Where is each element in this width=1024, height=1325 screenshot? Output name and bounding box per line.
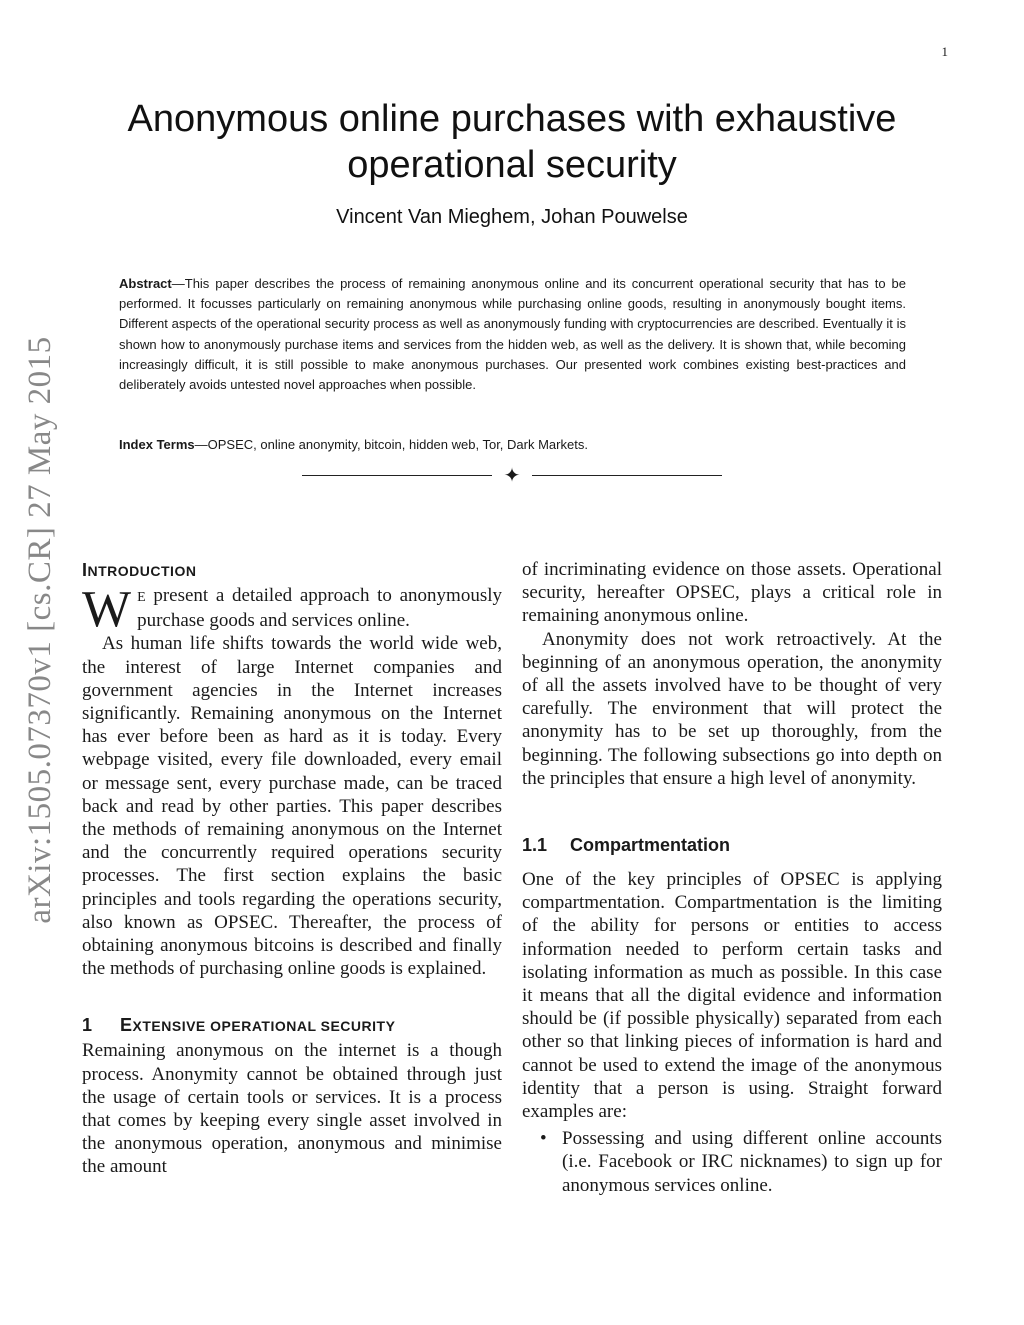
abstract-label: Abstract (119, 276, 172, 291)
right-column (522, 558, 942, 1197)
authors: Vincent Van Mieghem, Johan Pouwelse (336, 206, 688, 228)
subsection-1-1-paragraph: One of the key principles of OPSEC is applying compartmentation. Compartmentation is the limiting of the ability for persons or entities to access information needed to perform certain tasks and isolating information as much as possible. In this case it means that all the digital evidence and information should be (if possible physically) separated from each other so that linking pieces of information is hard and cannot be used to extend the image of the anonymous identity that a person is using. Straight forward examples are: (522, 869, 942, 1123)
introduction-paragraph-1 (82, 581, 502, 638)
section-1-number: 1 (82, 1015, 93, 1036)
index-terms-label: Index Terms (119, 437, 195, 452)
page-number: 1 (941, 44, 948, 59)
dropcap-letter: W (82, 581, 132, 638)
abstract-text: —This paper describes the process of remaining anonymous online and its concurrent operational security that has to be performed. It focusses particularly on remaining anonymous while purchasing online goods, resulting in anonymously bought items. Different aspects of the operational security process as well as anonymously funding with cryptocurrencies are described. Eventually it is shown how to anonymously purchase items and services from the hidden web, as well as the delivery. It is shown that, while becoming increasingly difficult, it is still possible to make anonymous purchases. Our presented work combines existing best-practices and deliberately avoids untested novel approaches when possible. (119, 276, 906, 393)
title-line-2: operational security (347, 144, 677, 186)
abstract (119, 274, 906, 395)
dropcap-small-letter: E (137, 590, 146, 605)
compartmentation-examples-list (522, 1127, 942, 1197)
divider-star-icon: ✦ (503, 465, 521, 487)
title-line-1: Anonymous online purchases with exhaustive (127, 98, 897, 140)
introduction-heading (82, 556, 502, 584)
section-1-heading (82, 1011, 502, 1039)
bullet-icon: • (540, 1128, 547, 1150)
arxiv-identifier-stamp: arXiv:1505.07370v1 [cs.CR] 27 May 2015 (22, 336, 58, 924)
divider-line-right (532, 475, 722, 476)
introduction-paragraph-2: As human life shifts towards the world wide web, the interest of large Internet companies and government agencies in the Internet increases significantly. Remaining anonymous on the Internet has ever before been as hard as it is today. Every webpage visited, every file downloaded, every email or message sent, every purchase made, can be traced back and read by other parties. This paper describes the methods of remaining anonymous on the Internet and the concurrently required operations security processes. The first section explains the basic principles and tools regarding the operations security, also known as OPSEC. Thereafter, the process of obtaining anonymous bitcoins is described and finally the methods of purchasing online goods is explained. (82, 633, 502, 980)
section-1-paragraph-2: Anonymity does not work retroactively. At the beginning of an anonymous operation, the anonymity of all the assets involved have to be thought of very carefully. The environment that will protect the anonymity has to be set up thoroughly, from the beginning. The following subsections go into depth on the principles that ensure a high level of anonymity. (522, 628, 942, 789)
paper-title (90, 96, 934, 188)
divider-line-left (302, 475, 492, 476)
subsection-1-1-number: 1.1 (522, 835, 548, 856)
subsection-1-1-heading (522, 832, 942, 858)
list-item (522, 1127, 942, 1197)
introduction-heading-rest: NTRODUCTION (87, 563, 197, 579)
left-column (82, 556, 502, 1179)
subsection-1-1-title: Compartmentation (570, 835, 731, 856)
section-1-paragraph-1-part-2: of incriminating evidence on those assets. Operational security, hereafter OPSEC, plays a critical role in remaining anonymous online. (522, 559, 942, 627)
index-terms (119, 435, 906, 455)
list-item-text: Possessing and using different online accounts (i.e. Facebook or IRC nicknames) to sign up for anonymous services online. (562, 1128, 942, 1196)
index-terms-text: —OPSEC, online anonymity, bitcoin, hidden web, Tor, Dark Markets. (194, 437, 588, 452)
section-1-heading-initial: E (120, 1015, 133, 1036)
section-1-paragraph-1-part-1: Remaining anonymous on the internet is a though process. Anonymity cannot be obtained through just the usage of certain tools or services. It is a process that comes by keeping every single asset involved in the anonymous operation, anonymous and minimise the amount (82, 1040, 502, 1178)
introduction-heading-initial: I (82, 560, 88, 580)
introduction-paragraph-1-text: present a detailed approach to anonymously purchase goods and services online. (137, 585, 502, 632)
section-1-heading-rest: XTENSIVE OPERATIONAL SECURITY (132, 1018, 396, 1035)
